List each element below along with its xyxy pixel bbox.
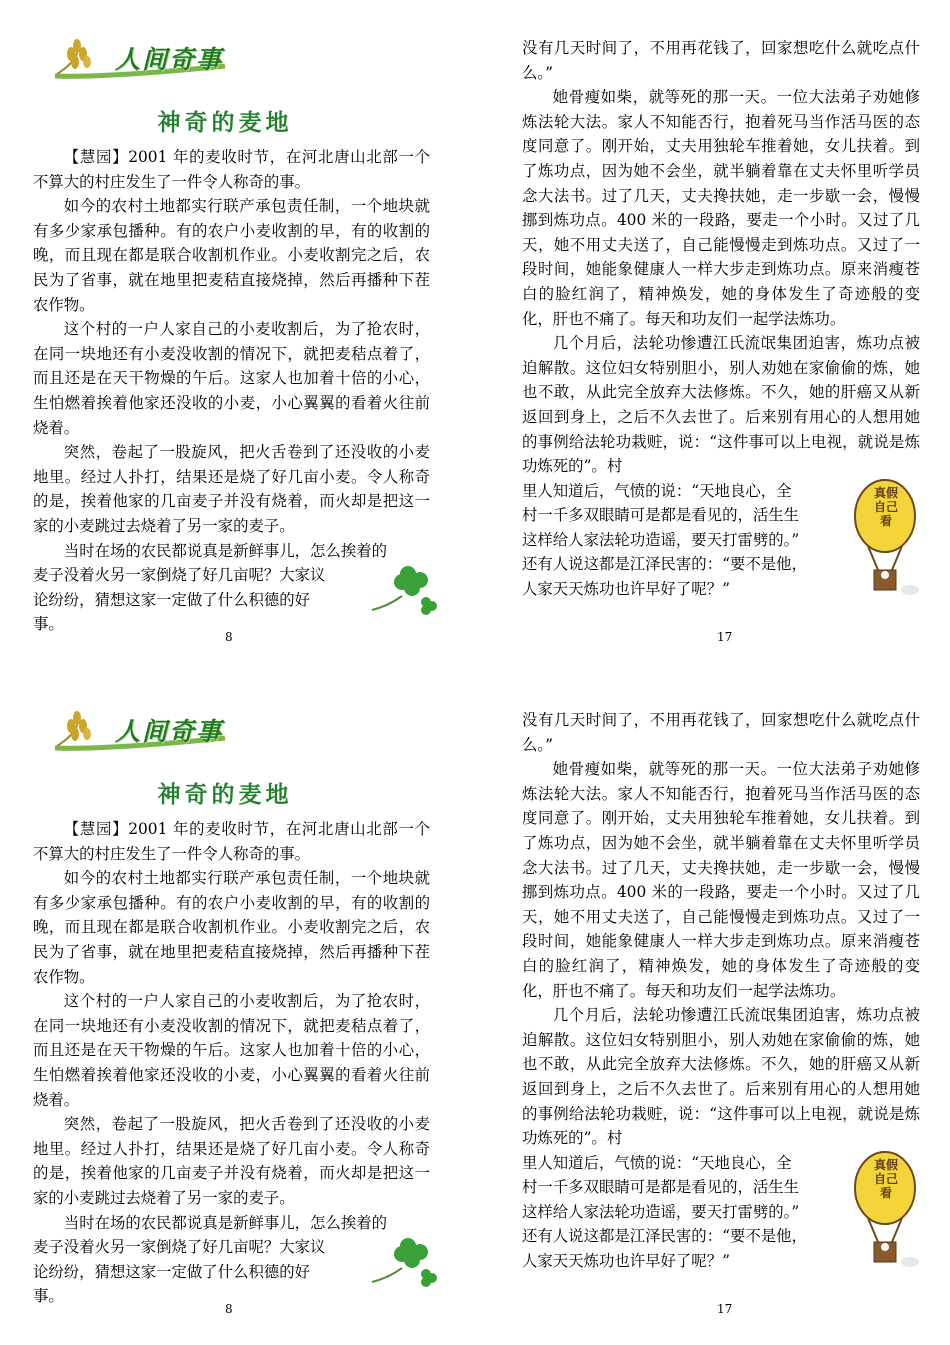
paragraph-line: 事。	[33, 1287, 64, 1306]
page-number-right: 17	[717, 630, 733, 644]
paragraph-line: 人家天天炼功也许早好了呢？”	[522, 580, 730, 599]
paragraph: 【慧园】2001 年的麦收时节，在河北唐山北部一个不算大的村庄发生了一件令人称奇的事。	[33, 148, 430, 191]
paragraph: 如今的农村土地都实行联产承包责任制，一个地块就有多少家承包播种。有的农户小麦收割的早，有的收割的晚，而且现在都是联合收割机作业。小麦收割完之后，农民为了省事，就在地里把麦秸直接烧掉，然后再播种下茬农作物。	[33, 197, 430, 314]
paragraph-line: 里人知道后，气愤的说：“天地良心，全	[522, 1153, 792, 1172]
clover-icon	[368, 560, 438, 618]
paragraph: 当时在场的农民都说真是新鲜事儿，怎么挨着的	[63, 1213, 388, 1232]
paragraph-line: 村一千多双眼睛可是都是看见的，活生生	[522, 1178, 800, 1197]
page-number-right: 17	[717, 1302, 733, 1316]
paragraph: 如今的农村土地都实行联产承包责任制，一个地块就有多少家承包播种。有的农户小麦收割的早，有的收割的晚，而且现在都是联合收割机作业。小麦收割完之后，农民为了省事，就在地里把麦秸直接烧掉，然后再播种下茬农作物。	[33, 869, 430, 986]
paragraph-line: 这样给人家法轮功造谣，要天打雷劈的。”	[522, 1202, 800, 1221]
paragraph: 几个月后，法轮功惨遭江氏流氓集团迫害，炼功点被迫解散。这位妇女特别胆小，别人劝她在家偷偷的炼，她也不敢，从此完全放弃大法修炼。不久，她的肝癌又从新返回到身上，之后不久去世了。后来别有用心的人想用她的事例给法轮功栽赃，说：“这件事可以上电视，就说是炼功炼死的”。村	[522, 1006, 920, 1148]
paragraph-line: 论纷纷，猜想这家一定做了什么积德的好	[33, 1262, 311, 1281]
balloon-text: 真假自己看	[873, 1158, 898, 1200]
article-title: 神奇的麦地	[157, 782, 293, 808]
paragraph-line: 里人知道后，气愤的说：“天地良心，全	[522, 481, 792, 500]
paragraph-line: 这样给人家法轮功造谣，要天打雷劈的。”	[522, 530, 800, 549]
balloon-text: 真假自己看	[873, 486, 898, 528]
balloon-illustration	[850, 1150, 920, 1270]
banner-title: 人间奇事	[115, 45, 224, 74]
paragraph-line: 还有人说这都是江泽民害的：“要不是他，	[522, 555, 807, 574]
paragraph-line: 事。	[33, 615, 64, 634]
paragraph: 当时在场的农民都说真是新鲜事儿，怎么挨着的	[63, 541, 388, 560]
page-number-left: 8	[225, 630, 233, 644]
paragraph: 突然，卷起了一股旋风，把火舌卷到了还没收的小麦地里。经过人扑打，结果还是烧了好几亩小麦。令人称奇的是，挨着他家的几亩麦子并没有烧着，而火却是把这一家的小麦跳过去烧着了另一家的麦子。	[33, 1115, 430, 1207]
paragraph: 她骨瘦如柴，就等死的那一天。一位大法弟子劝她修炼法轮大法。家人不知能否行，抱着死马当作活马医的态度同意了。刚开始，丈夫用独轮车推着她，女儿扶着。到了炼功点，因为她不会坐，就半躺着靠在丈夫怀里听学员念大法书。过了几天，丈夫搀扶她，走一步歇一会，慢慢挪到炼功点。400 米的一段路，要走一个小时。又过了几天，她不用丈夫送了，自己能慢慢走到炼功点。又过了一段时间，她能象健康人一样大步走到炼功点。原来消瘦苍白的脸红润了，精神焕发，她的身体发生了奇迹般的变化，肝也不痛了。每天和功友们一起学法炼功。	[522, 760, 920, 1000]
article-title: 神奇的麦地	[157, 110, 293, 136]
page-sheet-bottom	[0, 672, 950, 1344]
paragraph: 这个村的一户人家自己的小麦收割后，为了抢农时，在同一块地还有小麦没收割的情况下，就把麦秸点着了，而且还是在天干物燥的午后。这家人也加着十倍的小心，生怕燃着挨着他家还没收的小麦，小心翼翼的看着火往前烧着。	[33, 320, 430, 437]
clover-icon	[368, 1232, 438, 1290]
section-banner	[45, 708, 235, 754]
page-number-left: 8	[225, 1302, 233, 1316]
paragraph-line: 还有人说这都是江泽民害的：“要不是他，	[522, 1227, 807, 1246]
paragraph: 没有几天时间了，不用再花钱了，回家想吃什么就吃点什么。”	[522, 39, 920, 82]
paragraph: 没有几天时间了，不用再花钱了，回家想吃什么就吃点什么。”	[522, 711, 920, 754]
paragraph: 突然，卷起了一股旋风，把火舌卷到了还没收的小麦地里。经过人扑打，结果还是烧了好几亩小麦。令人称奇的是，挨着他家的几亩麦子并没有烧着，而火却是把这一家的小麦跳过去烧着了另一家的麦子。	[33, 443, 430, 535]
paragraph-line: 麦子没着火另一家倒烧了好几亩呢？大家议	[33, 1238, 326, 1257]
paragraph-line: 村一千多双眼睛可是都是看见的，活生生	[522, 506, 800, 525]
paragraph: 她骨瘦如柴，就等死的那一天。一位大法弟子劝她修炼法轮大法。家人不知能否行，抱着死马当作活马医的态度同意了。刚开始，丈夫用独轮车推着她，女儿扶着。到了炼功点，因为她不会坐，就半躺着靠在丈夫怀里听学员念大法书。过了几天，丈夫搀扶她，走一步歇一会，慢慢挪到炼功点。400 米的一段路，要走一个小时。又过了几天，她不用丈夫送了，自己能慢慢走到炼功点。又过了一段时间，她能象健康人一样大步走到炼功点。原来消瘦苍白的脸红润了，精神焕发，她的身体发生了奇迹般的变化，肝也不痛了。每天和功友们一起学法炼功。	[522, 88, 920, 328]
paragraph-line: 麦子没着火另一家倒烧了好几亩呢？大家议	[33, 566, 326, 585]
banner-title: 人间奇事	[115, 717, 224, 746]
paragraph: 【慧园】2001 年的麦收时节，在河北唐山北部一个不算大的村庄发生了一件令人称奇的事。	[33, 820, 430, 863]
paragraph: 几个月后，法轮功惨遭江氏流氓集团迫害，炼功点被迫解散。这位妇女特别胆小，别人劝她在家偷偷的炼，她也不敢，从此完全放弃大法修炼。不久，她的肝癌又从新返回到身上，之后不久去世了。后来别有用心的人想用她的事例给法轮功栽赃，说：“这件事可以上电视，就说是炼功炼死的”。村	[522, 334, 920, 476]
section-banner	[45, 36, 235, 82]
paragraph: 这个村的一户人家自己的小麦收割后，为了抢农时，在同一块地还有小麦没收割的情况下，就把麦秸点着了，而且还是在天干物燥的午后。这家人也加着十倍的小心，生怕燃着挨着他家还没收的小麦，小心翼翼的看着火往前烧着。	[33, 992, 430, 1109]
paragraph-line: 人家天天炼功也许早好了呢？”	[522, 1252, 730, 1271]
paragraph-line: 论纷纷，猜想这家一定做了什么积德的好	[33, 590, 311, 609]
balloon-illustration	[850, 478, 920, 598]
page-sheet-top	[0, 0, 950, 672]
